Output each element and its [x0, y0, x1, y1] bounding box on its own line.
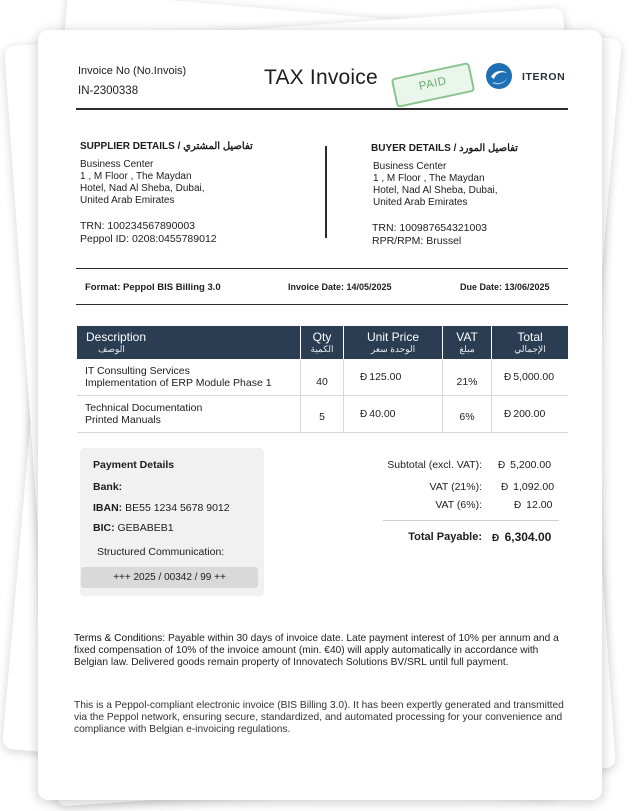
item-qty: 5 — [301, 396, 344, 433]
invoice-number-label: Invoice No (No.Invois) — [78, 65, 187, 77]
currency-icon: Ð — [504, 409, 512, 420]
buyer-heading: BUYER DETAILS / تفاصيل المورد — [371, 143, 518, 154]
header-en: Description — [86, 330, 147, 344]
item-description — [77, 396, 301, 433]
unit-price-value: 125.00 — [369, 371, 402, 383]
item-title: IT Consulting Services — [85, 365, 190, 377]
currency-icon: Ð — [498, 460, 506, 471]
item-total — [492, 359, 569, 396]
party-divider — [325, 146, 327, 238]
item-title: Technical Documentation — [85, 402, 203, 414]
bic-row — [93, 522, 174, 534]
address-line: Business Center — [80, 159, 154, 170]
invoice-date: Invoice Date: 14/05/2025 — [288, 282, 392, 292]
structured-communication-value: +++ 2025 / 00342 / 99 ++ — [81, 567, 258, 588]
item-vat: 21% — [443, 359, 492, 396]
vat21-label: VAT (21%): — [429, 481, 482, 493]
table-row — [77, 396, 568, 433]
header-en: Unit Price — [366, 330, 419, 344]
header-ar: الوحدة سعر — [370, 344, 416, 354]
currency-icon: Ð — [504, 372, 512, 383]
buyer-ids — [372, 222, 487, 248]
brand-name: ITERON — [522, 71, 566, 83]
total-payable-label: Total Payable: — [408, 531, 482, 543]
amount: 6,304.00 — [504, 530, 552, 544]
currency-icon: Ð — [501, 482, 509, 493]
line-items-table — [77, 326, 568, 433]
address-line: United Arab Emirates — [373, 197, 468, 208]
iban-label: IBAN: — [93, 502, 123, 514]
bic-value: GEBABEB1 — [117, 522, 174, 534]
currency-icon: Ð — [360, 409, 368, 420]
buyer-rpr: RPR/RPM: Brussel — [372, 235, 462, 247]
column-header-qty — [301, 326, 344, 359]
column-header-unit-price — [344, 326, 443, 359]
item-unit-price — [344, 396, 443, 433]
item-total — [492, 396, 569, 433]
terms-label: Terms & Conditions: — [74, 633, 166, 644]
format-divider-top — [76, 268, 568, 269]
structured-communication-label: Structured Communication: — [97, 546, 225, 558]
item-vat: 6% — [443, 396, 492, 433]
unit-price-value: 40.00 — [369, 408, 396, 420]
column-header-vat — [443, 326, 492, 359]
subtotal-label: Subtotal (excl. VAT): — [387, 459, 482, 471]
supplier-ids — [80, 220, 217, 246]
iban-row — [93, 502, 230, 514]
bic-label: BIC: — [93, 522, 115, 534]
vat6-label: VAT (6%): — [435, 499, 482, 511]
item-unit-price — [344, 359, 443, 396]
invoice-number: IN-2300338 — [78, 85, 139, 97]
address-line: Business Center — [373, 161, 447, 172]
total-value: 200.00 — [513, 408, 546, 420]
buyer-address — [373, 161, 498, 209]
address-line: United Arab Emirates — [80, 195, 175, 206]
header-ar: الوصف — [98, 344, 125, 354]
iban-value: BE55 1234 5678 9012 — [125, 502, 230, 514]
item-description — [77, 359, 301, 396]
supplier-address — [80, 159, 205, 207]
buyer-trn: TRN: 100987654321003 — [372, 222, 488, 234]
address-line: Hotel, Nad Al Sheba, Dubai, — [373, 185, 498, 196]
header-en: VAT — [456, 330, 478, 344]
supplier-trn: TRN: 100234567890003 — [80, 220, 196, 232]
address-line: Hotel, Nad Al Sheba, Dubai, — [80, 183, 205, 194]
item-qty: 40 — [301, 359, 344, 396]
total-payable-value — [492, 530, 551, 544]
amount: 5,200.00 — [510, 459, 552, 471]
bank-label: Bank: — [93, 481, 123, 493]
paid-stamp: PAID — [391, 62, 475, 108]
vat21-value — [501, 481, 554, 493]
amount: 1,092.00 — [513, 481, 555, 493]
due-date: Due Date: 13/06/2025 — [460, 282, 550, 292]
supplier-peppol-id: Peppol ID: 0208:0455789012 — [80, 233, 217, 245]
column-header-description — [77, 326, 301, 359]
header-divider — [76, 108, 568, 110]
header-ar: الكمية — [310, 344, 334, 354]
payment-details-title: Payment Details — [93, 459, 175, 471]
format-divider-bottom — [76, 304, 568, 305]
item-subtitle: Printed Manuals — [85, 414, 161, 426]
column-header-total — [492, 326, 569, 359]
currency-icon: Ð — [360, 372, 368, 383]
address-line: 1 , M Floor , The Maydan — [80, 171, 192, 182]
currency-icon: Ð — [492, 533, 500, 544]
vat6-value — [514, 499, 552, 511]
header-ar: مبلغ — [459, 344, 475, 354]
amount: 12.00 — [526, 499, 553, 511]
table-header-row — [77, 326, 568, 359]
terms-and-conditions — [74, 633, 564, 669]
terms-text: Payable within 30 days of invoice date. Late payment interest of 10% per annum and a fixed compensation of 10% of the invoice amount (min. €40) will apply automatically in accordance with Belgian law. Delivered goods remain property of Innovatech Solutions BV/SRL until full payment. — [74, 633, 559, 668]
peppol-compliance-note: This is a Peppol-compliant electronic invoice (BIS Billing 3.0). It has been expertly generated and transmitted via the Peppol network, ensuring secure, standardized, and automated processing for your convenience and compliance with Belgian e-invoicing regulations. — [74, 700, 564, 735]
invoice-format: Format: Peppol BIS Billing 3.0 — [85, 282, 221, 293]
table-row — [77, 359, 568, 396]
currency-icon: Ð — [514, 500, 522, 511]
invoice-title: TAX Invoice — [264, 66, 378, 89]
supplier-heading: SUPPLIER DETAILS / تفاصيل المشتري — [80, 141, 253, 152]
subtotal-value — [498, 459, 551, 471]
total-value: 5,000.00 — [513, 371, 555, 383]
header-en: Qty — [312, 330, 332, 344]
address-line: 1 , M Floor , The Maydan — [373, 173, 485, 184]
item-subtitle: Implementation of ERP Module Phase 1 — [85, 377, 272, 389]
iteron-logo-icon — [485, 62, 513, 90]
header-en: Total — [517, 330, 543, 344]
totals-divider — [383, 520, 559, 521]
header-ar: الإجمالي — [514, 344, 546, 354]
